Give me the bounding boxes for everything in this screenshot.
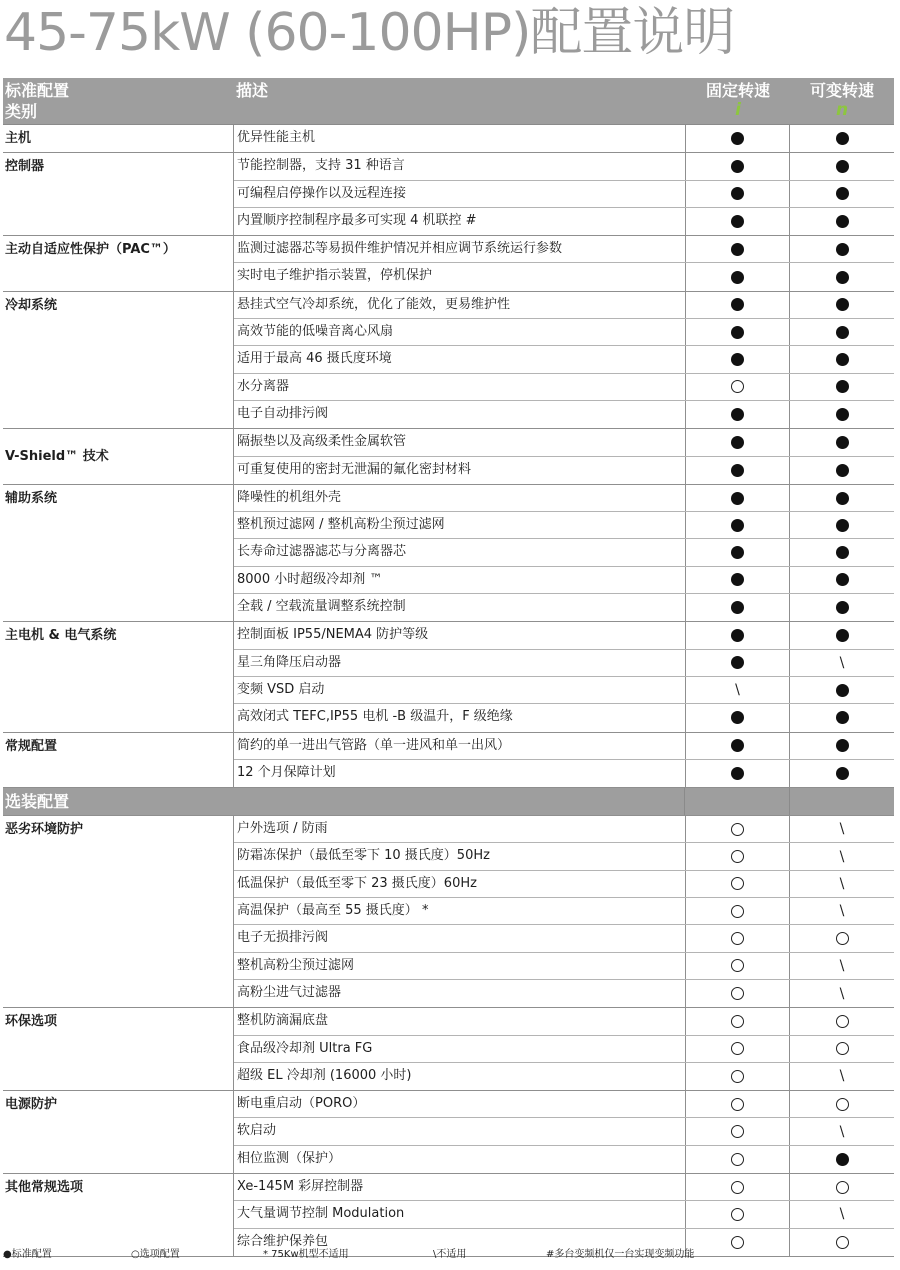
table-header: [3, 78, 894, 125]
not-applicable-symbol: \: [839, 903, 845, 920]
row-description: 全载 / 空载流量调整系统控制: [234, 594, 686, 621]
row-description: 食品级冷却剂 Ultra FG: [234, 1036, 686, 1062]
category-label: 控制器: [3, 153, 234, 235]
filled-circle-icon: [836, 187, 849, 200]
optional-mark: [790, 1174, 894, 1200]
standard-mark: [790, 704, 894, 731]
optional-mark: [686, 871, 790, 897]
row-description: 隔振垫以及高级柔性金属软管: [234, 429, 686, 455]
filled-circle-icon: [731, 408, 744, 421]
standard-mark: [686, 539, 790, 565]
row-description: 软启动: [234, 1118, 686, 1144]
not-applicable-mark: [790, 650, 894, 676]
open-circle-icon: [836, 1042, 849, 1055]
header-variable-speed-label: 可变转速: [809, 81, 874, 100]
optional-mark: [686, 374, 790, 400]
filled-circle-icon: [731, 298, 744, 311]
standard-mark: [686, 319, 790, 345]
category-group: [3, 429, 894, 485]
row-description: 相位监测（保护）: [234, 1146, 686, 1173]
not-applicable-symbol: \: [839, 985, 845, 1002]
standard-mark: [790, 512, 894, 538]
row-description: 12 个月保障计划: [234, 760, 686, 787]
page-title: 45-75kW (60-100HP)配置说明: [4, 3, 735, 63]
optional-section-bar: [3, 788, 894, 816]
filled-circle-icon: [836, 711, 849, 724]
filled-circle-icon: [836, 326, 849, 339]
standard-mark: [790, 1146, 894, 1173]
filled-circle-icon: [731, 215, 744, 228]
filled-circle-icon: [836, 353, 849, 366]
row-description: 可重复使用的密封无泄漏的氟化密封材料: [234, 457, 686, 484]
row-description: 适用于最高 46 摄氏度环境: [234, 346, 686, 372]
standard-mark: [790, 733, 894, 759]
table-row: [234, 236, 894, 263]
row-description: 高粉尘进气过滤器: [234, 980, 686, 1007]
standard-mark: [686, 346, 790, 372]
row-description: 整机防滴漏底盘: [234, 1008, 686, 1034]
filled-circle-icon: [836, 271, 849, 284]
standard-mark: [790, 485, 894, 511]
table-row: [234, 622, 894, 649]
header-category: [5, 80, 69, 122]
open-circle-icon: [731, 380, 744, 393]
row-description: 水分离器: [234, 374, 686, 400]
category-group: [3, 125, 894, 153]
table-row: [234, 704, 894, 731]
not-applicable-mark: [790, 898, 894, 924]
configuration-table: [3, 78, 894, 1257]
category-label: 主电机 & 电气系统: [3, 622, 234, 731]
optional-mark: [686, 925, 790, 951]
filled-circle-icon: [731, 326, 744, 339]
optional-mark: [686, 816, 790, 842]
table-row: [234, 1008, 894, 1035]
optional-mark: [790, 1036, 894, 1062]
open-circle-icon: [731, 1070, 744, 1083]
optional-mark: [790, 1091, 894, 1117]
filled-circle-icon: [731, 353, 744, 366]
standard-mark: [790, 346, 894, 372]
optional-mark: [686, 1201, 790, 1227]
row-description: 防霜冻保护（最低至零下 10 摄氏度）50Hz: [234, 843, 686, 869]
standard-mark: [686, 733, 790, 759]
optional-mark: [686, 1174, 790, 1200]
filled-circle-icon: [731, 271, 744, 284]
not-applicable-symbol: \: [839, 1068, 845, 1085]
standard-mark: [790, 125, 894, 152]
not-applicable-mark: [790, 1063, 894, 1090]
standard-mark: [790, 539, 894, 565]
filled-circle-icon: [731, 132, 744, 145]
row-description: 优异性能主机: [234, 125, 686, 152]
standard-mark: [686, 263, 790, 290]
category-label: 环保选项: [3, 1008, 234, 1090]
row-description: 高温保护（最高至 55 摄氏度） *: [234, 898, 686, 924]
standard-mark: [686, 704, 790, 731]
filled-circle-icon: [731, 464, 744, 477]
category-label: V-Shield™ 技术: [3, 429, 234, 484]
header-description-label: 描述: [236, 81, 269, 100]
not-applicable-mark: [790, 843, 894, 869]
filled-circle-icon: [836, 629, 849, 642]
standard-mark: [686, 208, 790, 235]
category-group: [3, 622, 894, 732]
standard-mark: [790, 374, 894, 400]
not-applicable-symbol: \: [839, 1206, 845, 1223]
table-row: [234, 1118, 894, 1145]
optional-section-label: 选装配置: [3, 788, 685, 815]
category-group: [3, 1091, 894, 1174]
open-circle-icon: [731, 877, 744, 890]
filled-circle-icon: [731, 187, 744, 200]
row-description: 户外选项 / 防雨: [234, 816, 686, 842]
optional-mark: [686, 1091, 790, 1117]
filled-circle-icon: [836, 519, 849, 532]
not-applicable-symbol: \: [839, 875, 845, 892]
filled-circle-icon: [731, 656, 744, 669]
standard-mark: [686, 429, 790, 455]
standard-mark: [790, 401, 894, 428]
filled-circle-icon: [836, 380, 849, 393]
filled-circle-icon: [731, 767, 744, 780]
row-description: 星三角降压启动器: [234, 650, 686, 676]
standard-mark: [686, 760, 790, 787]
legend-note-vsd: #多台变频机仅一台实现变频功能: [546, 1249, 695, 1260]
filled-circle-icon: [836, 408, 849, 421]
table-row: [234, 125, 894, 152]
filled-circle-icon: [731, 546, 744, 559]
filled-circle-icon: [731, 243, 744, 256]
row-description: 内置顺序控制程序最多可实现 4 机联控 #: [234, 208, 686, 235]
open-circle-icon: [731, 823, 744, 836]
table-row: [234, 733, 894, 760]
row-description: 电子自动排污阀: [234, 401, 686, 428]
optional-mark: [686, 980, 790, 1007]
category-group: [3, 153, 894, 236]
filled-circle-icon: [731, 492, 744, 505]
filled-circle-icon: [836, 215, 849, 228]
filled-circle-icon: [836, 243, 849, 256]
header-standard-label: 标准配置: [5, 81, 70, 100]
standard-mark: [686, 512, 790, 538]
standard-mark: [686, 236, 790, 262]
standard-mark: [790, 457, 894, 484]
not-applicable-mark: [790, 1201, 894, 1227]
standard-mark: [686, 181, 790, 207]
standard-mark: [686, 594, 790, 621]
category-group: [3, 816, 894, 1008]
table-row: [234, 1174, 894, 1201]
row-description: 高效闭式 TEFC,IP55 电机 -B 级温升，F 级绝缘: [234, 704, 686, 731]
row-description: 整机预过滤网 / 整机高粉尘预过滤网: [234, 512, 686, 538]
optional-mark: [686, 1146, 790, 1173]
standard-mark: [790, 429, 894, 455]
standard-mark: [686, 622, 790, 648]
standard-mark: [790, 677, 894, 703]
filled-circle-icon: [836, 132, 849, 145]
category-group: [3, 485, 894, 622]
filled-circle-icon: [731, 436, 744, 449]
table-row: [234, 677, 894, 704]
category-group: [3, 733, 894, 789]
open-circle-icon: [731, 1181, 744, 1194]
row-description: 断电重启动（PORO）: [234, 1091, 686, 1117]
filled-circle-icon: [731, 629, 744, 642]
header-fixed-speed-label: 固定转速: [705, 81, 770, 100]
table-row: [234, 208, 894, 235]
header-fixed-speed-code: i: [735, 100, 741, 120]
category-label: 主机: [3, 125, 234, 152]
table-row: [234, 181, 894, 208]
header-category-label: 类别: [5, 102, 38, 121]
category-label: 辅助系统: [3, 485, 234, 621]
optional-mark: [686, 1036, 790, 1062]
table-row: [234, 1091, 894, 1118]
row-description: 电子无损排污阀: [234, 925, 686, 951]
table-row: [234, 594, 894, 621]
filled-circle-icon: [731, 711, 744, 724]
category-label: 其他常规选项: [3, 1174, 234, 1256]
table-row: [234, 1063, 894, 1090]
not-applicable-symbol: \: [839, 848, 845, 865]
row-description: 节能控制器，支持 31 种语言: [234, 153, 686, 179]
filled-circle-icon: [836, 492, 849, 505]
not-applicable-mark: [790, 953, 894, 979]
row-description: 控制面板 IP55/NEMA4 防护等级: [234, 622, 686, 648]
table-row: [234, 401, 894, 428]
filled-circle-icon: [836, 767, 849, 780]
header-fixed-speed: [686, 80, 790, 119]
not-applicable-mark: [790, 980, 894, 1007]
open-circle-icon: [731, 850, 744, 863]
category-group: [3, 1008, 894, 1091]
open-circle-icon: [731, 905, 744, 918]
table-row: [234, 263, 894, 290]
optional-bar-cell: [685, 788, 790, 815]
standard-mark: [790, 319, 894, 345]
row-description: 监测过滤器芯等易损件维护情况并相应调节系统运行参数: [234, 236, 686, 262]
row-description: 超级 EL 冷却剂 (16000 小时): [234, 1063, 686, 1090]
row-description: 简约的单一进出气管路（单一进风和单一出风）: [234, 733, 686, 759]
legend-standard: ●标准配置: [3, 1249, 52, 1260]
open-circle-icon: [731, 959, 744, 972]
standard-mark: [686, 401, 790, 428]
table-row: [234, 843, 894, 870]
legend-not-applicable: \不适用: [433, 1249, 467, 1260]
filled-circle-icon: [836, 298, 849, 311]
filled-circle-icon: [836, 739, 849, 752]
row-description: 悬挂式空气冷却系统，优化了能效，更易维护性: [234, 292, 686, 318]
row-description: 可编程启停操作以及远程连接: [234, 181, 686, 207]
category-label: 恶劣环境防护: [3, 816, 234, 1007]
table-row: [234, 871, 894, 898]
row-description: 低温保护（最低至零下 23 摄氏度）60Hz: [234, 871, 686, 897]
row-description: 长寿命过滤器滤芯与分离器芯: [234, 539, 686, 565]
filled-circle-icon: [836, 160, 849, 173]
filled-circle-icon: [836, 601, 849, 614]
header-variable-speed-code: n: [835, 100, 849, 120]
standard-mark: [790, 153, 894, 179]
category-label: 冷却系统: [3, 292, 234, 428]
table-row: [234, 567, 894, 594]
row-description: 8000 小时超级冷却剂 ™: [234, 567, 686, 593]
standard-section: [3, 125, 894, 788]
standard-mark: [790, 236, 894, 262]
table-row: [234, 539, 894, 566]
category-group: [3, 292, 894, 429]
standard-mark: [686, 457, 790, 484]
row-description: 高效节能的低噪音离心风扇: [234, 319, 686, 345]
standard-mark: [790, 292, 894, 318]
table-row: [234, 1146, 894, 1173]
open-circle-icon: [836, 1098, 849, 1111]
filled-circle-icon: [731, 601, 744, 614]
category-label: 主动自适应性保护（PAC™）: [3, 236, 234, 291]
row-description: 大气量调节控制 Modulation: [234, 1201, 686, 1227]
row-description: 变频 VSD 启动: [234, 677, 686, 703]
standard-mark: [790, 760, 894, 787]
row-description: Xe-145M 彩屏控制器: [234, 1174, 686, 1200]
filled-circle-icon: [836, 573, 849, 586]
filled-circle-icon: [836, 464, 849, 477]
standard-mark: [790, 208, 894, 235]
table-row: [234, 1201, 894, 1228]
standard-mark: [790, 567, 894, 593]
table-row: [234, 953, 894, 980]
open-circle-icon: [731, 1042, 744, 1055]
optional-bar-cell: [790, 788, 894, 815]
legend: [3, 1246, 894, 1264]
open-circle-icon: [731, 1098, 744, 1111]
table-row: [234, 346, 894, 373]
not-applicable-mark: [790, 1118, 894, 1144]
table-row: [234, 980, 894, 1007]
row-description: 降噪性的机组外壳: [234, 485, 686, 511]
open-circle-icon: [731, 1153, 744, 1166]
open-circle-icon: [836, 1181, 849, 1194]
table-row: [234, 816, 894, 843]
standard-mark: [686, 125, 790, 152]
table-row: [234, 457, 894, 484]
optional-mark: [686, 953, 790, 979]
table-row: [234, 898, 894, 925]
table-row: [234, 925, 894, 952]
not-applicable-symbol: \: [839, 821, 845, 838]
standard-mark: [686, 153, 790, 179]
open-circle-icon: [731, 932, 744, 945]
standard-mark: [790, 181, 894, 207]
not-applicable-symbol: \: [735, 682, 740, 699]
not-applicable-mark: [790, 816, 894, 842]
standard-mark: [790, 594, 894, 621]
table-row: [234, 760, 894, 787]
standard-mark: [686, 292, 790, 318]
open-circle-icon: [731, 1208, 744, 1221]
row-description: 综合维护保养包: [234, 1229, 686, 1256]
category-label: 常规配置: [3, 733, 234, 788]
not-applicable-mark: [790, 871, 894, 897]
optional-mark: [686, 1008, 790, 1034]
optional-mark: [790, 925, 894, 951]
not-applicable-symbol: \: [839, 654, 845, 671]
table-row: [234, 374, 894, 401]
filled-circle-icon: [836, 1153, 849, 1166]
legend-optional: ○选项配置: [131, 1249, 180, 1260]
row-description: 整机高粉尘预过滤网: [234, 953, 686, 979]
filled-circle-icon: [836, 436, 849, 449]
open-circle-icon: [836, 1015, 849, 1028]
category-group: [3, 236, 894, 292]
category-group: [3, 1174, 894, 1257]
table-row: [234, 650, 894, 677]
row-description: 实时电子维护指示装置，停机保护: [234, 263, 686, 290]
standard-mark: [686, 567, 790, 593]
open-circle-icon: [836, 932, 849, 945]
filled-circle-icon: [731, 739, 744, 752]
table-row: [234, 319, 894, 346]
table-row: [234, 429, 894, 456]
standard-mark: [790, 263, 894, 290]
filled-circle-icon: [731, 160, 744, 173]
optional-mark: [790, 1008, 894, 1034]
filled-circle-icon: [731, 519, 744, 532]
filled-circle-icon: [836, 684, 849, 697]
not-applicable-symbol: \: [839, 1123, 845, 1140]
optional-mark: [686, 1118, 790, 1144]
optional-mark: [686, 898, 790, 924]
open-circle-icon: [731, 987, 744, 1000]
table-row: [234, 292, 894, 319]
table-row: [234, 485, 894, 512]
table-row: [234, 153, 894, 180]
optional-section: [3, 816, 894, 1257]
not-applicable-mark: [686, 677, 790, 703]
filled-circle-icon: [836, 546, 849, 559]
open-circle-icon: [731, 1015, 744, 1028]
open-circle-icon: [731, 1125, 744, 1138]
optional-mark: [686, 1063, 790, 1090]
table-row: [234, 512, 894, 539]
legend-note-75kw: * 75Kw机型不适用: [263, 1249, 349, 1260]
category-label: 电源防护: [3, 1091, 234, 1173]
standard-mark: [686, 650, 790, 676]
optional-mark: [686, 843, 790, 869]
header-variable-speed: [790, 80, 894, 119]
not-applicable-symbol: \: [839, 957, 845, 974]
table-row: [234, 1036, 894, 1063]
standard-mark: [790, 622, 894, 648]
filled-circle-icon: [731, 573, 744, 586]
standard-mark: [686, 485, 790, 511]
